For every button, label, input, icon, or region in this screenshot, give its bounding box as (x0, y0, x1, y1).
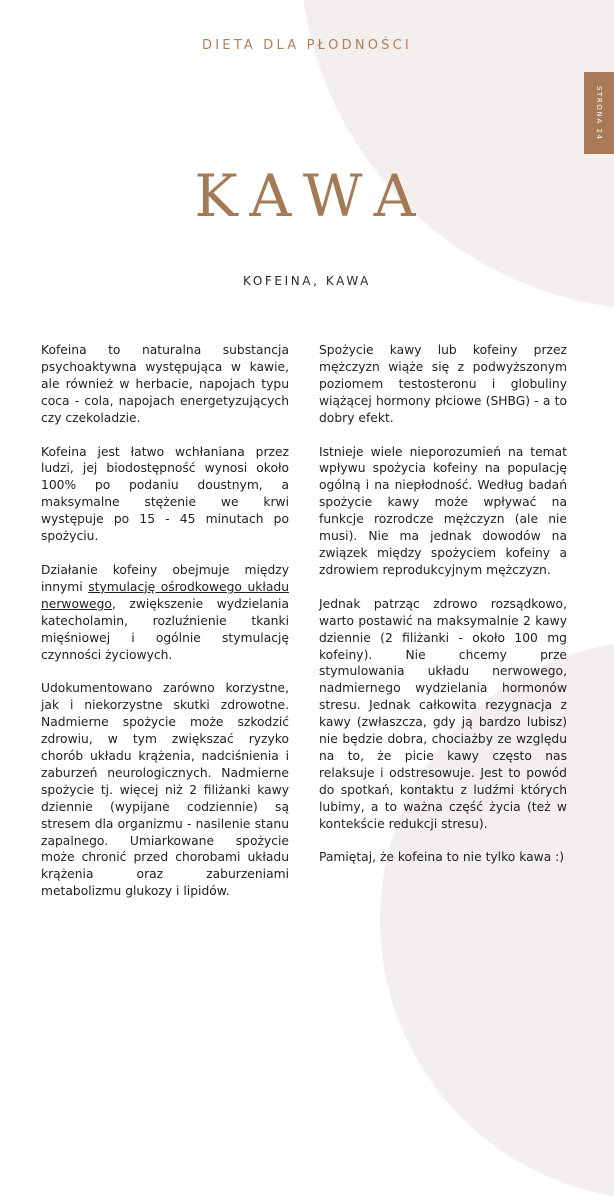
right-column (319, 342, 567, 883)
paragraph: Spożycie kawy lub kofeiny przez mężczyzn wiąże się z podwyższonym poziomem testosteronu i globuliny wiążącej hormony płciowe (SHBG) - a to dobry efekt. (319, 343, 567, 425)
document-header: DIETA DLA PŁODNOŚCI (202, 38, 412, 53)
page-title: KAWA (194, 162, 430, 230)
paragraph: Kofeina jest łatwo wchłaniana przez ludzi, jej biodostępność wynosi około 100% po podaniu doustnym, a maksymalne stężenie we krwi występuje po 15 - 45 minutach po spożyciu. (41, 444, 289, 544)
paragraph: Jednak patrząc zdrowo rozsądkowo, warto postawić na maksymalnie 2 kawy dziennie (2 filiżanki - około 100 mg kofeiny). Nie chcemy prze stymulowania układu nerwowego, nadmiernego wydzielania hormonów stresu. Jednak całkowita rezygnacja z kawy (zwłaszcza, gdy ją bardzo lubisz) nie będzie dobra, chociażby ze względu na to, że picie kawy często nas relaksuje i odstresowuje. Jest to powód do spotkań, kontaktu z ludźmi których lubimy, a to ważna część życia (też w kontekście redukcji stresu). (319, 596, 567, 831)
paragraph (41, 562, 289, 663)
page-subtitle: KOFEINA, KAWA (243, 274, 371, 288)
page-number-label: STRONA 24 (595, 85, 603, 141)
left-column (41, 342, 289, 917)
paragraph: Kofeina to naturalna substancja psychoaktywna występująca w kawie, ale również w herbacie, napojach typu coca - cola, napojach energetyzujących czy czekoladzie. (41, 343, 289, 425)
paragraph-text: Działanie kofeiny obejmuje między innymi (41, 562, 289, 594)
paragraph-text: , zwiększenie wydzielania katecholamin, rozluźnienie tkanki mięśniowej i ogólnie stymulację czynności życiowych. (41, 596, 289, 662)
page-number-tab (584, 72, 614, 154)
underlined-phrase: stymulację ośrodkowego układu nerwowego (41, 579, 289, 611)
paragraph: Pamiętaj, że kofeina to nie tylko kawa :) (319, 850, 565, 865)
paragraph: Istnieje wiele nieporozumień na temat wpływu spożycia kofeiny na populację ogólną i na niepłodność. Według badań spożycie kawy może wpływać na funkcje rozrodcze mężczyzn (ale nie musi). Nie ma jednak dowodów na związek między spożyciem kofeiny a zdrowiem reprodukcyjnym mężczyzn. (319, 444, 567, 577)
paragraph: Udokumentowano zarówno korzystne, jak i niekorzystne skutki zdrowotne. Nadmierne spożycie może szkodzić zdrowiu, w tym zwiększać ryzyko chorób układu krążenia, nadciśnienia i zaburzeń neurologicznych. Nadmierne spożycie tj. więcej niż 2 filiżanki kawy dziennie (wypijane codziennie) są stresem dla organizmu - nasilenie stanu zapalnego. Umiarkowane spożycie może chronić przed chorobami układu krążenia oraz zaburzeniami metabolizmu glukozy i lipidów. (41, 681, 289, 899)
